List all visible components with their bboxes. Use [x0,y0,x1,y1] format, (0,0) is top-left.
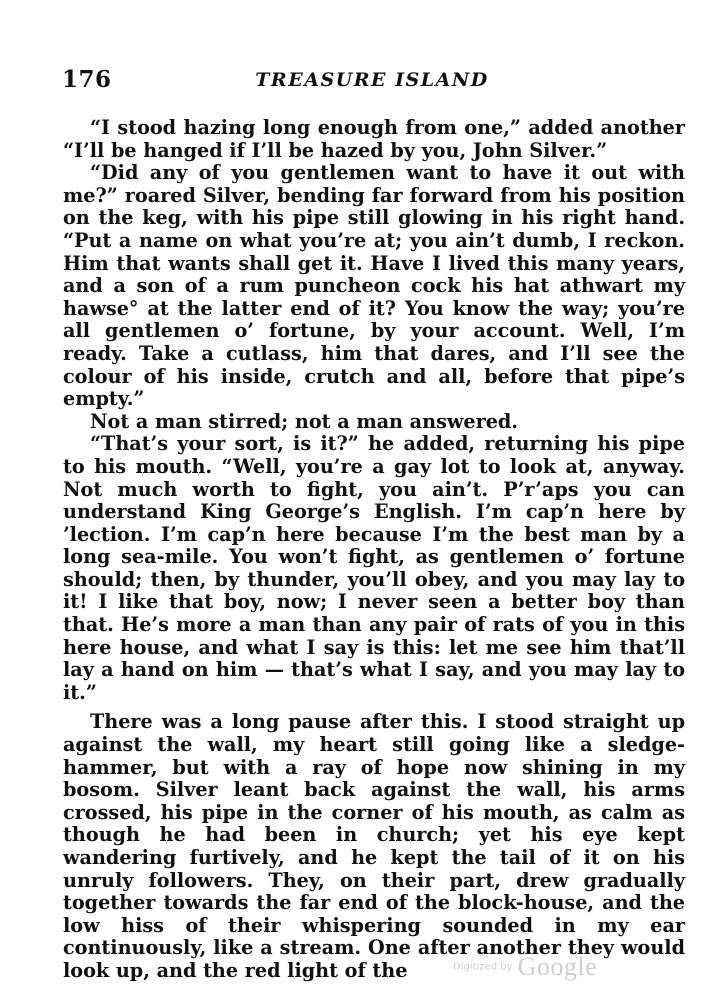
digitized-watermark [453,952,597,982]
page-header [62,66,682,96]
paragraph: “I stood hazing long enough from one,” added another “I’ll be hanged if I’ll be hazed by you, John Silver.” [63,116,685,162]
watermark-logo: Google [517,952,598,981]
body-text [63,117,685,983]
watermark-prefix: Digitized by [453,961,513,973]
paragraph: There was a long pause after this. I stood straight up against the wall, my heart still going like a sledge-hammer, but with a ray of hope now shining in my bosom. Silver leant back against the wall, his arms crossed, his pipe in the corner of his mouth, as calm as though he had been in church; yet his eye kept wandering furtively, and he kept the tail of it on his unruly followers. They, on their part, drew gradually together towards the far end of the block-house, and the low hiss of their whispering sounded in my ear continuously, like a stream. One after another they would look up, and the red light of the [63,710,685,982]
paragraph: “That’s your sort, is it?” he added, returning his pipe to his mouth. “Well, you’re a gay lot to look at, anyway. Not much worth to fight, you ain’t. P’r’aps you can understand King George’s English. I’m cap’n here by ’lection. I’m cap’n here because I’m the best man by a long sea-mile. You won’t fight, as gentlemen o’ fortune should; then, by thunder, you’ll obey, and you may lay to it! I like that boy, now; I never seen a better boy than that. He’s more a man than any pair of rats of you in this here house, and what I say is this: let me see him that’ll lay a hand on him — that’s what I say, and you may lay to it.” [63,432,685,704]
paragraph: Not a man stirred; not a man answered. [90,409,519,433]
running-title: TREASURE ISLAND [255,69,489,91]
paragraph: “Did any of you gentlemen want to have it out with me?” roared Silver, bending far forward from his position on the keg, with his pipe still glowing in his right hand. “Put a name on what you’re at; you ain’t dumb, I reckon. Him that wants shall get it. Have I lived this many years, and a son of a rum puncheon cock his hat athwart my hawse° at the latter end of it? You know the way; you’re all gentlemen o’ fortune, by your account. Well, I’m ready. Take a cutlass, him that dares, and I’ll see the colour of his inside, crutch and all, before that pipe’s empty.” [63,161,685,411]
page-number: 176 [62,66,112,93]
